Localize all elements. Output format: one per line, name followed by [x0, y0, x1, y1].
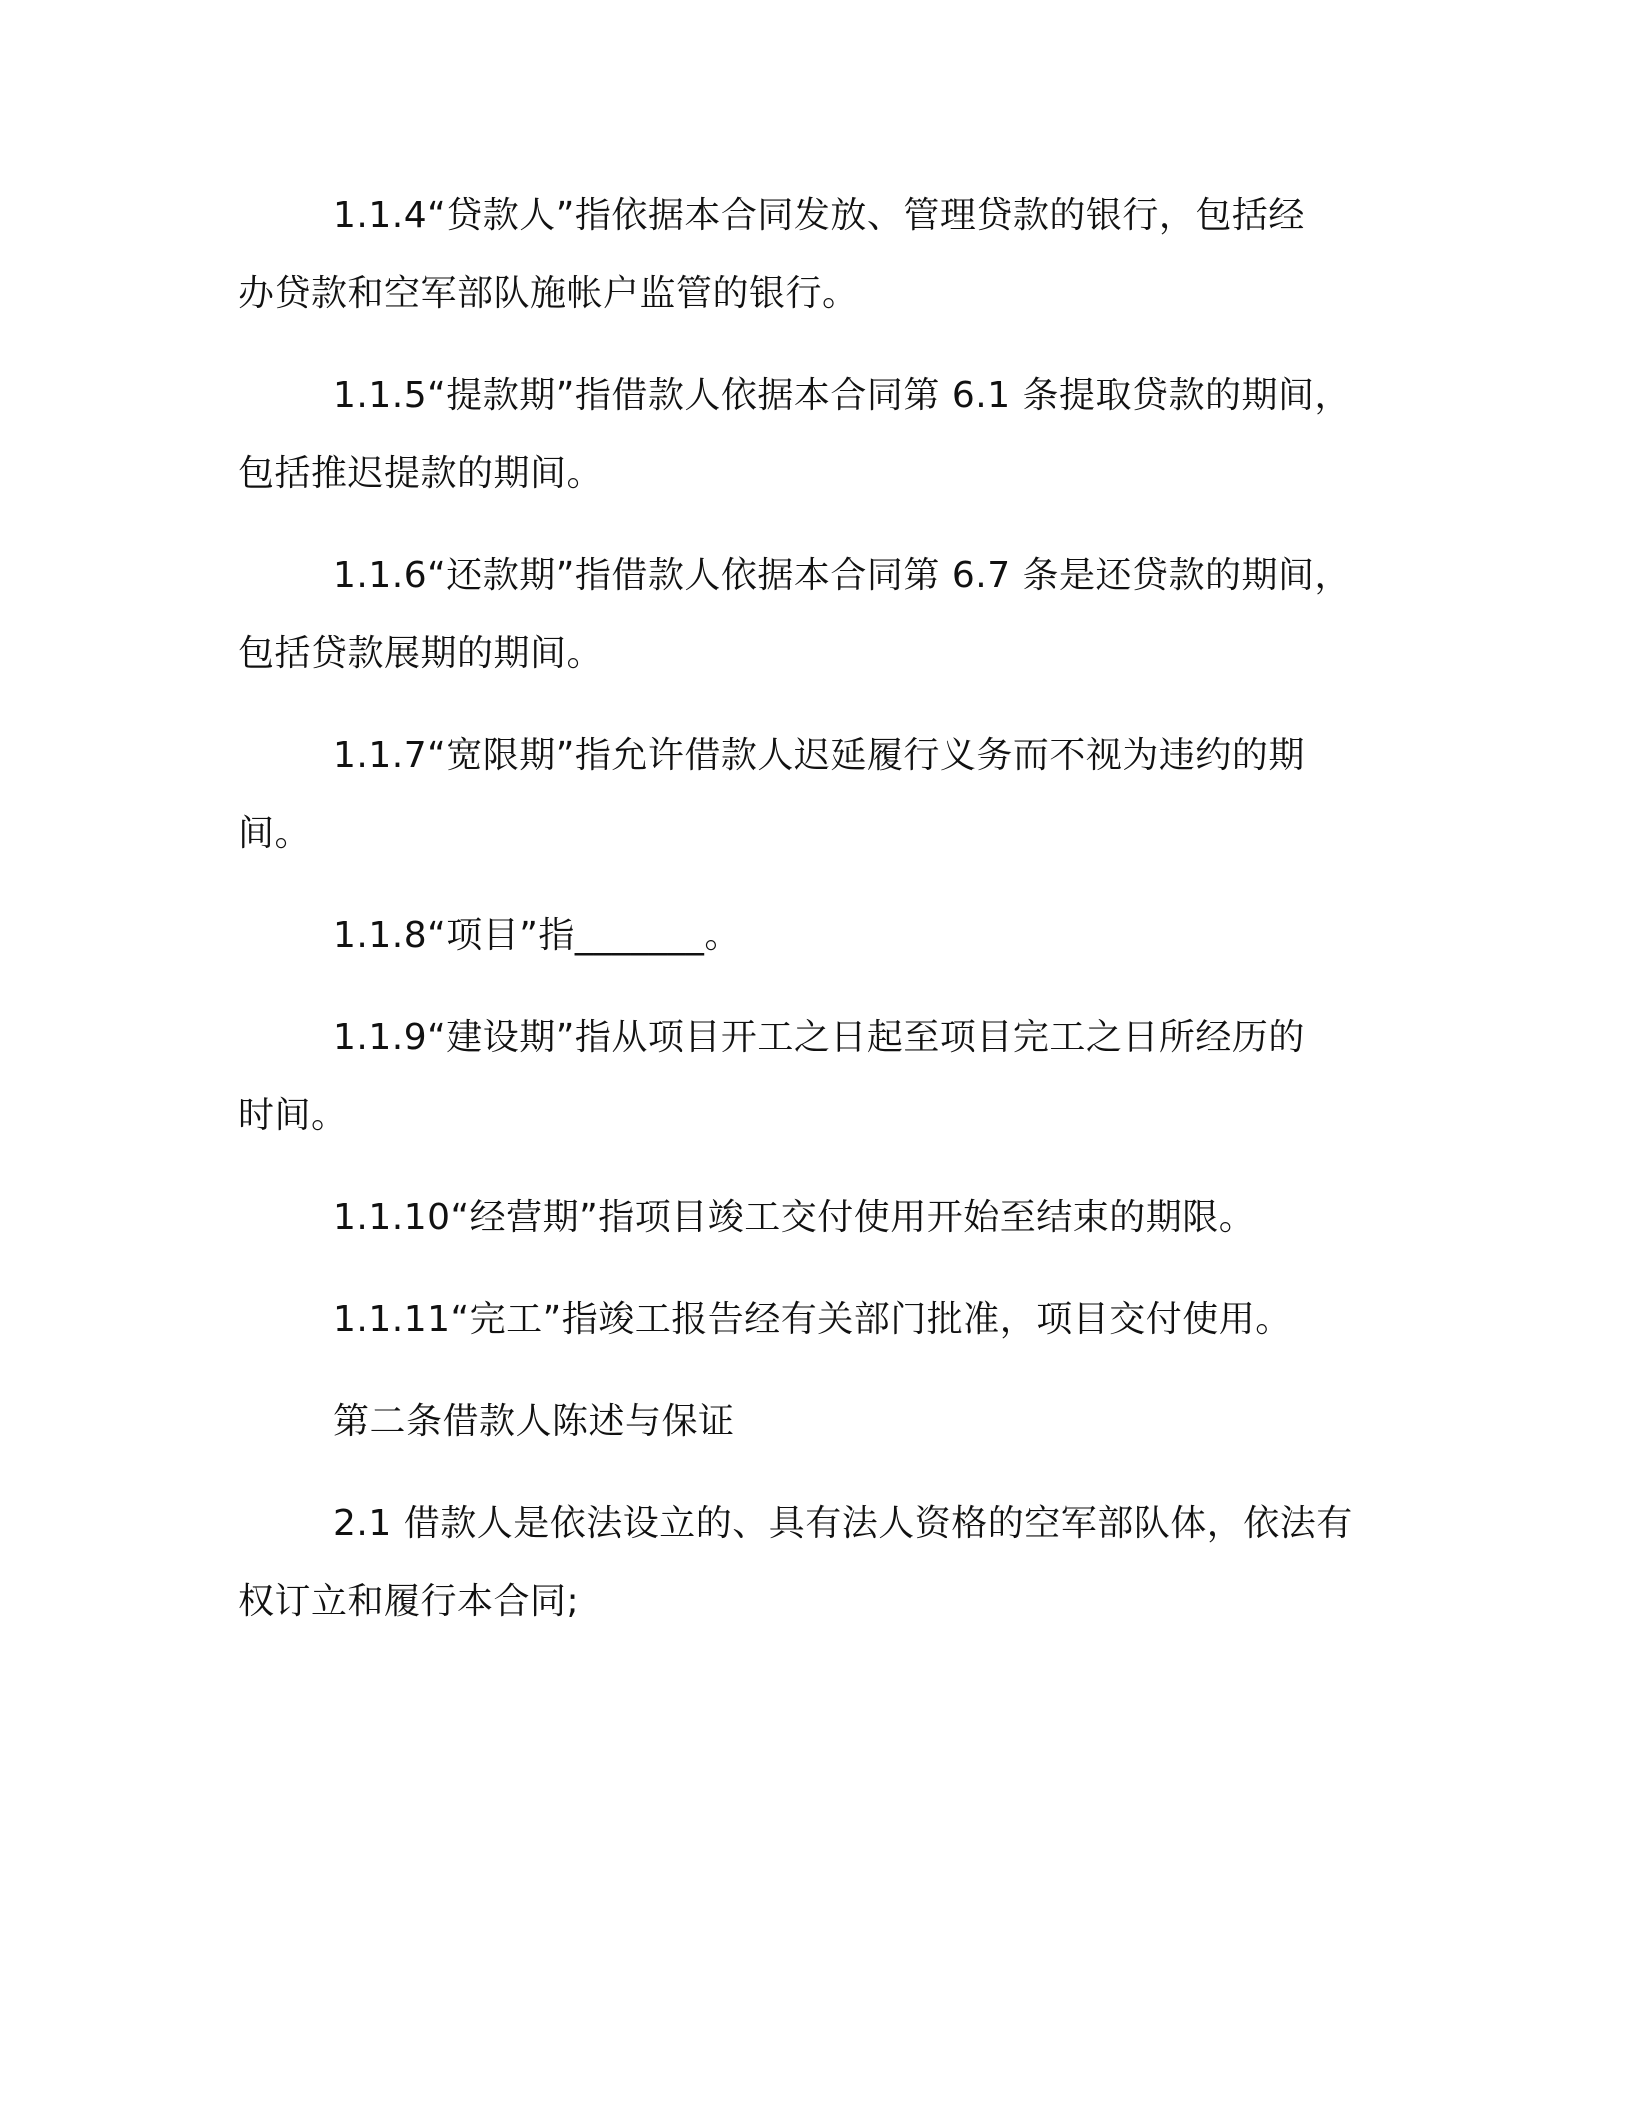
clause-1-1-5-line-2: 包括推迟提款的期间。 [238, 453, 604, 494]
clause-2-1-line-1: 2.1 借款人是依法设立的、具有法人资格的空军部队体，依法有 [333, 1503, 1353, 1544]
clause-1-1-5-line-1: 1.1.5“提款期”指借款人依据本合同第 6.1 条提取贷款的期间， [333, 375, 1352, 416]
clause-1-1-7-line-1: 1.1.7“宽限期”指允许借款人迟延履行义务而不视为违约的期 [333, 735, 1305, 776]
clause-1-1-4-line-2: 办贷款和空军部队施帐户监管的银行。 [238, 273, 859, 314]
clause-1-1-7-line-2: 间。 [238, 813, 312, 854]
clause-2-1-line-2: 权订立和履行本合同; [238, 1581, 580, 1622]
clause-1-1-8-line-1: 1.1.8“项目”指_______。 [333, 915, 741, 956]
clause-1-1-6-line-2: 包括贷款展期的期间。 [238, 633, 604, 674]
clause-1-1-4-line-1: 1.1.4“贷款人”指依据本合同发放、管理贷款的银行，包括经 [333, 195, 1305, 236]
clause-1-1-10-line-1: 1.1.10“经营期”指项目竣工交付使用开始至结束的期限。 [333, 1197, 1256, 1238]
section-heading-article-2: 第二条借款人陈述与保证 [333, 1401, 735, 1442]
clause-1-1-9-line-2: 时间。 [238, 1095, 348, 1136]
clause-1-1-11-line-1: 1.1.11“完工”指竣工报告经有关部门批准，项目交付使用。 [333, 1299, 1292, 1340]
clause-1-1-6-line-1: 1.1.6“还款期”指借款人依据本合同第 6.7 条是还贷款的期间， [333, 555, 1352, 596]
clause-1-1-9-line-1: 1.1.9“建设期”指从项目开工之日起至项目完工之日所经历的 [333, 1017, 1305, 1058]
